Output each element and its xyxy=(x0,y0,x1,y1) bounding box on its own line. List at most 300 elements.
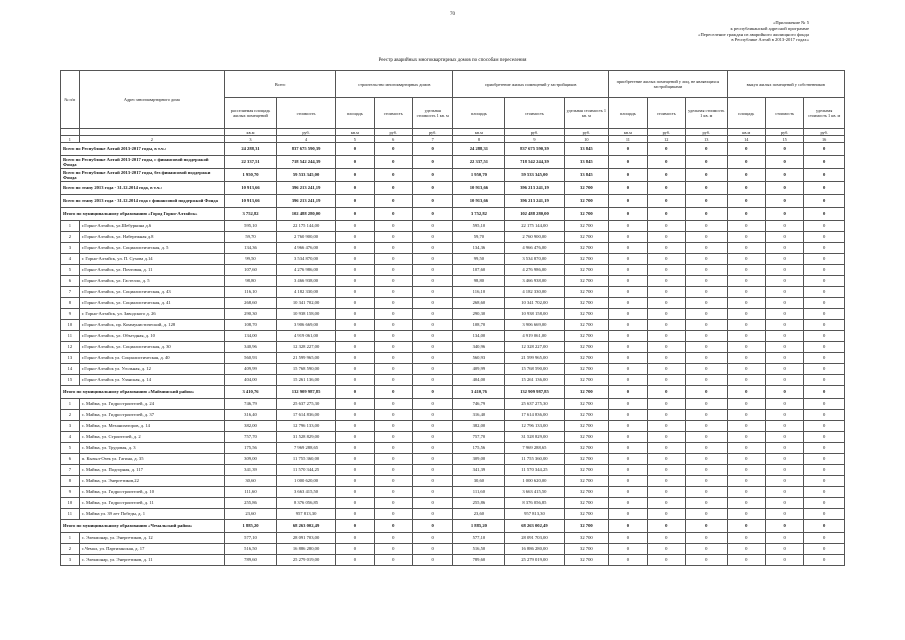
value-cell: 0 xyxy=(727,399,765,410)
table-row xyxy=(61,432,845,443)
value-cell: 382,00 xyxy=(453,421,505,432)
value-cell: 957 813,30 xyxy=(505,509,564,520)
value-cell: 0 xyxy=(765,195,803,208)
value-cell: 268,60 xyxy=(453,298,505,309)
value-cell: 957 813,30 xyxy=(276,509,335,520)
units-cell: руб. xyxy=(647,129,685,136)
value-cell: 0 xyxy=(647,454,685,465)
row-number: 14 xyxy=(61,364,80,375)
value-cell: 0 xyxy=(336,208,374,221)
units-row xyxy=(61,129,845,136)
value-cell: 0 xyxy=(609,309,647,320)
value-cell: 0 xyxy=(765,443,803,454)
value-cell: 0 xyxy=(412,195,452,208)
value-cell: 3 466 938,00 xyxy=(276,276,335,287)
column-number: 3 xyxy=(225,136,277,143)
value-cell: 0 xyxy=(609,208,647,221)
value-cell: 17 614 836,00 xyxy=(505,410,564,421)
value-cell: 0 xyxy=(336,320,374,331)
value-cell: 0 xyxy=(686,498,728,509)
table-row xyxy=(61,254,845,265)
table-row xyxy=(61,399,845,410)
value-cell: 404,00 xyxy=(225,375,277,386)
value-cell: 1 950,70 xyxy=(225,169,277,182)
value-cell: 12 796 133,00 xyxy=(276,421,335,432)
value-cell: 340,96 xyxy=(453,342,505,353)
value-cell: 0 xyxy=(765,432,803,443)
column-number: 5 xyxy=(336,136,374,143)
value-cell: 10 913,66 xyxy=(453,195,505,208)
units-cell: кв.м xyxy=(336,129,374,136)
value-cell: 0 xyxy=(647,555,685,566)
value-cell: 396 213 241,19 xyxy=(505,195,564,208)
value-cell: 0 xyxy=(686,276,728,287)
value-cell: 0 xyxy=(412,254,452,265)
value-cell: 16 886 280,00 xyxy=(276,544,335,555)
value-cell: 0 xyxy=(609,465,647,476)
value-cell: 0 xyxy=(765,342,803,353)
value-cell: 0 xyxy=(336,243,374,254)
value-cell: 59 533 345,00 xyxy=(505,169,564,182)
address-cell: г.Горно-Алтайск, ул. Почтовая, д. 11 xyxy=(79,265,224,276)
address-cell: с. Майма, ул. Гидростроителей, д. 10 xyxy=(79,487,224,498)
value-cell: 134,36 xyxy=(453,243,505,254)
value-cell: 0 xyxy=(647,298,685,309)
value-cell: 0 xyxy=(647,287,685,298)
address-cell: г.Горно-Алтайск, ул.Шебуркина д.6 xyxy=(79,221,224,232)
value-cell: 32 700 xyxy=(564,208,609,221)
value-cell: 789,60 xyxy=(225,555,277,566)
value-cell: 134,36 xyxy=(225,243,277,254)
value-cell: 0 xyxy=(374,265,412,276)
table-row xyxy=(61,476,845,487)
value-cell: 32 700 xyxy=(564,254,609,265)
value-cell: 0 xyxy=(336,476,374,487)
value-cell: 7 969 288,65 xyxy=(505,443,564,454)
value-cell: 0 xyxy=(765,520,803,533)
value-cell: 0 xyxy=(374,331,412,342)
page-number: 70 xyxy=(450,12,455,17)
address-cell: г.Горно-Алтайск, ул. Гастелло, д. 5 xyxy=(79,276,224,287)
value-cell: 0 xyxy=(686,232,728,243)
value-cell: 718 542 244,39 xyxy=(276,156,335,169)
value-cell: 0 xyxy=(727,156,765,169)
units-cell: руб. xyxy=(765,129,803,136)
row-number: 3 xyxy=(61,243,80,254)
address-cell: г. Горно-Алтайск, ул. Заводского д. 26 xyxy=(79,309,224,320)
row-number: 8 xyxy=(61,298,80,309)
value-cell: 0 xyxy=(686,298,728,309)
value-cell: 0 xyxy=(647,443,685,454)
value-cell: 0 xyxy=(765,156,803,169)
value-cell: 0 xyxy=(374,156,412,169)
value-cell: 341,39 xyxy=(225,465,277,476)
table-row xyxy=(61,410,845,421)
value-cell: 3 906 669,00 xyxy=(276,320,335,331)
value-cell: 0 xyxy=(647,309,685,320)
value-cell: 0 xyxy=(804,156,845,169)
value-cell: 0 xyxy=(804,432,845,443)
table-row xyxy=(61,298,845,309)
value-cell: 0 xyxy=(804,276,845,287)
value-cell: 0 xyxy=(686,143,728,156)
value-cell: 255,86 xyxy=(453,498,505,509)
value-cell: 0 xyxy=(647,143,685,156)
address-cell: г.Горно-Алтайск, ул. Социалистическая, д. 43 xyxy=(79,287,224,298)
header-construction: строительство многоквартирных домов xyxy=(336,71,453,98)
value-cell: 0 xyxy=(727,195,765,208)
value-cell: 0 xyxy=(336,509,374,520)
value-cell: 0 xyxy=(647,476,685,487)
total-row xyxy=(61,520,845,533)
value-cell: 8 376 056,85 xyxy=(276,498,335,509)
value-cell: 0 xyxy=(686,156,728,169)
value-cell: 0 xyxy=(765,454,803,465)
value-cell: 22 175 144,00 xyxy=(276,221,335,232)
value-cell: 789,60 xyxy=(453,555,505,566)
value-cell: 0 xyxy=(647,156,685,169)
value-cell: 0 xyxy=(374,232,412,243)
table-row xyxy=(61,276,845,287)
value-cell: 1 000 620,00 xyxy=(505,476,564,487)
value-cell: 4 276 986,00 xyxy=(505,265,564,276)
value-cell: 1 885,20 xyxy=(225,520,277,533)
value-cell: 0 xyxy=(374,432,412,443)
column-number-row xyxy=(61,136,845,143)
value-cell: 0 xyxy=(727,410,765,421)
value-cell: 0 xyxy=(609,410,647,421)
value-cell: 32 700 xyxy=(564,498,609,509)
total-row xyxy=(61,182,845,195)
value-cell: 0 xyxy=(412,298,452,309)
value-cell: 0 xyxy=(609,182,647,195)
registry-table xyxy=(60,70,845,566)
address-cell: с. Майма, ул. Трудовая, д. 3 xyxy=(79,443,224,454)
value-cell: 0 xyxy=(336,386,374,399)
table-row xyxy=(61,544,845,555)
value-cell: 0 xyxy=(647,331,685,342)
value-cell: 0 xyxy=(686,533,728,544)
address-cell: с. Майма, ул. Гидростроителей, д. 37 xyxy=(79,410,224,421)
row-label: Всего по этапу 2013 года - 31.12.2014 года, в т.ч.: xyxy=(61,182,225,195)
value-cell: 341,39 xyxy=(453,465,505,476)
value-cell: 30,60 xyxy=(225,476,277,487)
value-cell: 0 xyxy=(765,555,803,566)
value-cell: 0 xyxy=(804,298,845,309)
value-cell: 0 xyxy=(412,143,452,156)
value-cell: 3 410,76 xyxy=(453,386,505,399)
value-cell: 0 xyxy=(412,276,452,287)
value-cell: 32 700 xyxy=(564,276,609,287)
value-cell: 32 700 xyxy=(564,331,609,342)
value-cell: 0 xyxy=(374,544,412,555)
value-cell: 99,50 xyxy=(453,254,505,265)
value-cell: 0 xyxy=(374,399,412,410)
value-cell: 0 xyxy=(727,331,765,342)
value-cell: 0 xyxy=(609,143,647,156)
address-cell: г.Горно-Алтайск, ул. Набережная д.8 xyxy=(79,232,224,243)
value-cell: 0 xyxy=(374,195,412,208)
value-cell: 309,00 xyxy=(453,454,505,465)
row-number: 3 xyxy=(61,421,80,432)
value-cell: 0 xyxy=(804,221,845,232)
value-cell: 0 xyxy=(647,342,685,353)
address-cell: с. Майма, ул. Подгорная, д. 117 xyxy=(79,465,224,476)
table-row xyxy=(61,331,845,342)
value-cell: 132 909 987,85 xyxy=(505,386,564,399)
subheader: площадь xyxy=(453,98,505,129)
value-cell: 0 xyxy=(765,254,803,265)
row-label: Всего по Республике Алтай 2013-2017 годы, с финансовой поддержкой Фонда xyxy=(61,156,225,169)
value-cell: 0 xyxy=(336,353,374,364)
address-cell: с. Майма ул. 39 лет Победы, д. 1 xyxy=(79,509,224,520)
value-cell: 0 xyxy=(765,298,803,309)
value-cell: 0 xyxy=(374,375,412,386)
value-cell: 0 xyxy=(765,265,803,276)
value-cell: 0 xyxy=(412,465,452,476)
value-cell: 0 xyxy=(804,533,845,544)
value-cell: 23,60 xyxy=(453,509,505,520)
row-number: 6 xyxy=(61,454,80,465)
value-cell: 0 xyxy=(686,287,728,298)
value-cell: 0 xyxy=(647,265,685,276)
value-cell: 0 xyxy=(609,254,647,265)
value-cell: 0 xyxy=(336,498,374,509)
value-cell: 25 279 019,00 xyxy=(505,555,564,566)
value-cell: 0 xyxy=(804,410,845,421)
row-number: 9 xyxy=(61,487,80,498)
value-cell: 0 xyxy=(765,410,803,421)
units-cell: кв.м xyxy=(453,129,505,136)
value-cell: 0 xyxy=(765,465,803,476)
value-cell: 0 xyxy=(412,182,452,195)
document-title: Реестр аварийных многоквартирных домов по способам переселения xyxy=(378,58,527,63)
value-cell: 0 xyxy=(686,386,728,399)
value-cell: 0 xyxy=(727,555,765,566)
value-cell: 12 328 227,00 xyxy=(505,342,564,353)
row-number: 7 xyxy=(61,465,80,476)
value-cell: 0 xyxy=(374,476,412,487)
value-cell: 837 675 590,39 xyxy=(505,143,564,156)
address-cell: г.Горно-Алтайск, пр. Коммунистический, д. 128 xyxy=(79,320,224,331)
row-number: 11 xyxy=(61,331,80,342)
value-cell: 10 938 158,00 xyxy=(276,309,335,320)
row-label: Всего по Республике Алтай 2013-2017 годы, в т.ч.: xyxy=(61,143,225,156)
column-number: 9 xyxy=(505,136,564,143)
value-cell: 309,00 xyxy=(225,454,277,465)
value-cell: 21 599 965,00 xyxy=(505,353,564,364)
value-cell: 99,50 xyxy=(225,254,277,265)
value-cell: 577,10 xyxy=(225,533,277,544)
value-cell: 0 xyxy=(686,555,728,566)
table-row xyxy=(61,421,845,432)
value-cell: 0 xyxy=(336,443,374,454)
value-cell: 757,70 xyxy=(225,432,277,443)
value-cell: 0 xyxy=(804,454,845,465)
value-cell: 0 xyxy=(727,143,765,156)
value-cell: 0 xyxy=(336,331,374,342)
value-cell: 32 700 xyxy=(564,287,609,298)
value-cell: 0 xyxy=(336,182,374,195)
value-cell: 28 091 703,00 xyxy=(276,533,335,544)
row-number: 2 xyxy=(61,544,80,555)
value-cell: 0 xyxy=(727,208,765,221)
value-cell: 59,70 xyxy=(225,232,277,243)
value-cell: 0 xyxy=(412,421,452,432)
value-cell: 0 xyxy=(765,386,803,399)
value-cell: 116,10 xyxy=(453,287,505,298)
value-cell: 0 xyxy=(727,254,765,265)
subheader: площадь xyxy=(609,98,647,129)
value-cell: 0 xyxy=(686,454,728,465)
value-cell: 0 xyxy=(412,498,452,509)
value-cell: 0 xyxy=(647,465,685,476)
row-number: 12 xyxy=(61,342,80,353)
value-cell: 0 xyxy=(804,487,845,498)
value-cell: 0 xyxy=(336,156,374,169)
value-cell: 175,56 xyxy=(453,443,505,454)
value-cell: 0 xyxy=(412,432,452,443)
value-cell: 32 700 xyxy=(564,544,609,555)
value-cell: 0 xyxy=(412,243,452,254)
value-cell: 0 xyxy=(374,465,412,476)
total-row xyxy=(61,169,845,182)
value-cell: 0 xyxy=(609,232,647,243)
value-cell: 0 xyxy=(336,143,374,156)
value-cell: 0 xyxy=(686,309,728,320)
value-cell: 3 410,76 xyxy=(225,386,277,399)
value-cell: 3 752,82 xyxy=(225,208,277,221)
value-cell: 32 700 xyxy=(564,487,609,498)
value-cell: 4 276 986,00 xyxy=(276,265,335,276)
value-cell: 32 700 xyxy=(564,432,609,443)
value-cell: 0 xyxy=(686,208,728,221)
value-cell: 108,70 xyxy=(225,320,277,331)
value-cell: 8 376 056,85 xyxy=(505,498,564,509)
value-cell: 0 xyxy=(609,454,647,465)
value-cell: 32 700 xyxy=(564,243,609,254)
row-number: 8 xyxy=(61,476,80,487)
value-cell: 0 xyxy=(686,254,728,265)
subheader: удельная стоимость 1 кв. м xyxy=(412,98,452,129)
value-cell: 0 xyxy=(727,353,765,364)
row-number: 15 xyxy=(61,375,80,386)
column-number: 13 xyxy=(686,136,728,143)
address-cell: г.Горно-Алтайск, ул. Объездная, д. 10 xyxy=(79,331,224,342)
row-number: 1 xyxy=(61,221,80,232)
value-cell: 0 xyxy=(647,410,685,421)
value-cell: 4 182 330,00 xyxy=(276,287,335,298)
value-cell: 7 969 288,65 xyxy=(276,443,335,454)
value-cell: 0 xyxy=(727,533,765,544)
value-cell: 255,86 xyxy=(225,498,277,509)
value-cell: 0 xyxy=(686,443,728,454)
value-cell: 0 xyxy=(727,243,765,254)
value-cell: 32 700 xyxy=(564,520,609,533)
value-cell: 0 xyxy=(647,399,685,410)
value-cell: 382,00 xyxy=(225,421,277,432)
value-cell: 396 213 241,19 xyxy=(505,182,564,195)
value-cell: 0 xyxy=(647,195,685,208)
value-cell: 175,56 xyxy=(225,443,277,454)
subheader: стоимость xyxy=(276,98,335,129)
row-number: 10 xyxy=(61,498,80,509)
value-cell: 32 700 xyxy=(564,320,609,331)
units-cell: руб. xyxy=(804,129,845,136)
header-num: № п/п xyxy=(61,71,80,129)
value-cell: 24 288,31 xyxy=(453,143,505,156)
header-acquisition-non-builders: приобретение жилых помещений у лиц, не являющихся застройщиками xyxy=(609,71,727,98)
value-cell: 409,99 xyxy=(453,364,505,375)
value-cell: 0 xyxy=(374,143,412,156)
value-cell: 0 xyxy=(412,410,452,421)
value-cell: 0 xyxy=(804,555,845,566)
value-cell: 0 xyxy=(765,353,803,364)
value-cell: 0 xyxy=(765,364,803,375)
row-number: 10 xyxy=(61,320,80,331)
table-row xyxy=(61,555,845,566)
value-cell: 0 xyxy=(412,487,452,498)
value-cell: 0 xyxy=(804,265,845,276)
row-number: 4 xyxy=(61,254,80,265)
value-cell: 28 091 703,00 xyxy=(505,533,564,544)
value-cell: 0 xyxy=(374,208,412,221)
value-cell: 0 xyxy=(609,287,647,298)
value-cell: 0 xyxy=(336,265,374,276)
value-cell: 0 xyxy=(336,555,374,566)
table-row xyxy=(61,342,845,353)
value-cell: 0 xyxy=(804,232,845,243)
value-cell: 290,30 xyxy=(225,309,277,320)
value-cell: 0 xyxy=(609,432,647,443)
value-cell: 0 xyxy=(804,476,845,487)
value-cell: 10 913,66 xyxy=(225,195,277,208)
column-number: 16 xyxy=(804,136,845,143)
row-label: Итого по муниципальному образованию «Чемальский район» xyxy=(61,520,225,533)
units-cell xyxy=(79,129,224,136)
value-cell: 0 xyxy=(804,375,845,386)
value-cell: 0 xyxy=(765,331,803,342)
value-cell: 0 xyxy=(412,342,452,353)
value-cell: 32 700 xyxy=(564,386,609,399)
value-cell: 0 xyxy=(609,533,647,544)
units-cell xyxy=(61,129,80,136)
value-cell: 0 xyxy=(727,375,765,386)
value-cell: 0 xyxy=(765,169,803,182)
value-cell: 0 xyxy=(804,465,845,476)
value-cell: 10 913,66 xyxy=(225,182,277,195)
value-cell: 3 466 938,00 xyxy=(505,276,564,287)
value-cell: 4 919 061,00 xyxy=(505,331,564,342)
row-number: 1 xyxy=(61,533,80,544)
value-cell: 0 xyxy=(765,421,803,432)
value-cell: 0 xyxy=(727,287,765,298)
units-cell: кв.м xyxy=(609,129,647,136)
value-cell: 0 xyxy=(765,182,803,195)
value-cell: 0 xyxy=(727,432,765,443)
value-cell: 0 xyxy=(412,309,452,320)
address-cell: г.Горно-Алтайск ул. Уланская, д. 14 xyxy=(79,375,224,386)
value-cell: 0 xyxy=(609,520,647,533)
value-cell: 0 xyxy=(804,386,845,399)
value-cell: 102 488 280,00 xyxy=(505,208,564,221)
value-cell: 0 xyxy=(686,342,728,353)
value-cell: 0 xyxy=(686,331,728,342)
address-cell: п. Кызыл-Озек ул. Гагина, д. 35 xyxy=(79,454,224,465)
appendix-line: «Переселение граждан из аварийного жилищного фонда xyxy=(698,31,809,37)
row-number: 6 xyxy=(61,276,80,287)
value-cell: 0 xyxy=(412,520,452,533)
